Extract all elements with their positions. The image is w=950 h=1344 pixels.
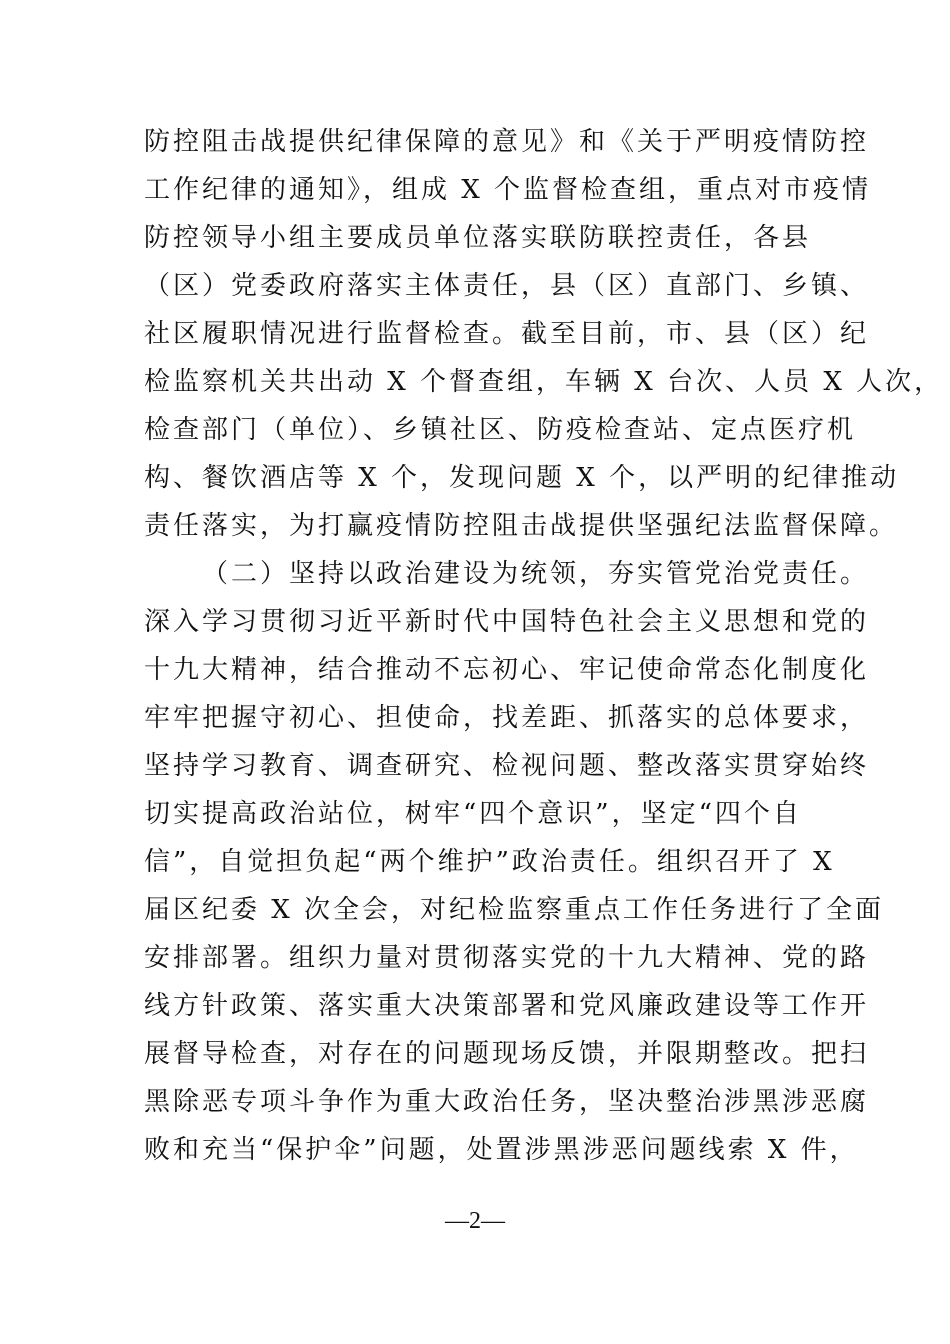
text-line: 检监察机关共出动 X 个督查组，车辆 X 台次、人员 X 人次，	[144, 367, 944, 397]
page-number: —2—	[445, 1208, 505, 1234]
text-line: 展督导检查，对存在的问题现场反馈，并限期整改。把扫	[144, 1039, 870, 1069]
text-line: 线方针政策、落实重大决策部署和党风廉政建设等工作开	[144, 991, 870, 1021]
text-line: 构、餐饮酒店等 X 个，发现问题 X 个，以严明的纪律推动	[144, 463, 900, 493]
text-line: 深入学习贯彻习近平新时代中国特色社会主义思想和党的	[144, 607, 870, 637]
text-line: 检查部门（单位）、乡镇社区、防疫检查站、定点医疗机	[144, 415, 857, 445]
text-line: 坚持学习教育、调查研究、检视问题、整改落实贯穿始终	[144, 751, 870, 781]
text-line: 工作纪律的通知》，组成 X 个监督检查组，重点对市疫情	[144, 175, 872, 205]
text-line: 牢牢把握守初心、担使命，找差距、抓落实的总体要求，	[144, 703, 870, 733]
text-line: 切实提高政治站位，树牢“四个意识”，坚定“四个自	[144, 799, 802, 829]
text-line: 责任落实，为打赢疫情防控阻击战提供坚强纪法监督保障。	[144, 511, 899, 541]
text-line: 届区纪委 X 次全会，对纪检监察重点工作任务进行了全面	[144, 895, 885, 925]
body-text	[144, 118, 944, 1174]
text-line: 信”，自觉担负起“两个维护”政治责任。组织召开了 X	[144, 847, 835, 877]
text-line: （区）党委政府落实主体责任，县（区）直部门、乡镇、	[144, 271, 870, 301]
text-line: 十九大精神，结合推动不忘初心、牢记使命常态化制度化	[144, 655, 870, 685]
section-heading: （二）坚持以政治建设为统领，夯实管党治党责任。	[202, 559, 870, 589]
text-line: 败和充当“保护伞”问题，处置涉黑涉恶问题线索 X 件，	[144, 1135, 859, 1165]
text-line: 防控阻击战提供纪律保障的意见》和《关于严明疫情防控	[144, 127, 870, 157]
text-line: 社区履职情况进行监督检查。截至目前，市、县（区）纪	[144, 319, 870, 349]
text-line: 安排部署。组织力量对贯彻落实党的十九大精神、党的路	[144, 943, 870, 973]
text-line: 黑除恶专项斗争作为重大政治任务，坚决整治涉黑涉恶腐	[144, 1087, 870, 1117]
text-line: 防控领导小组主要成员单位落实联防联控责任，各县	[144, 223, 812, 253]
